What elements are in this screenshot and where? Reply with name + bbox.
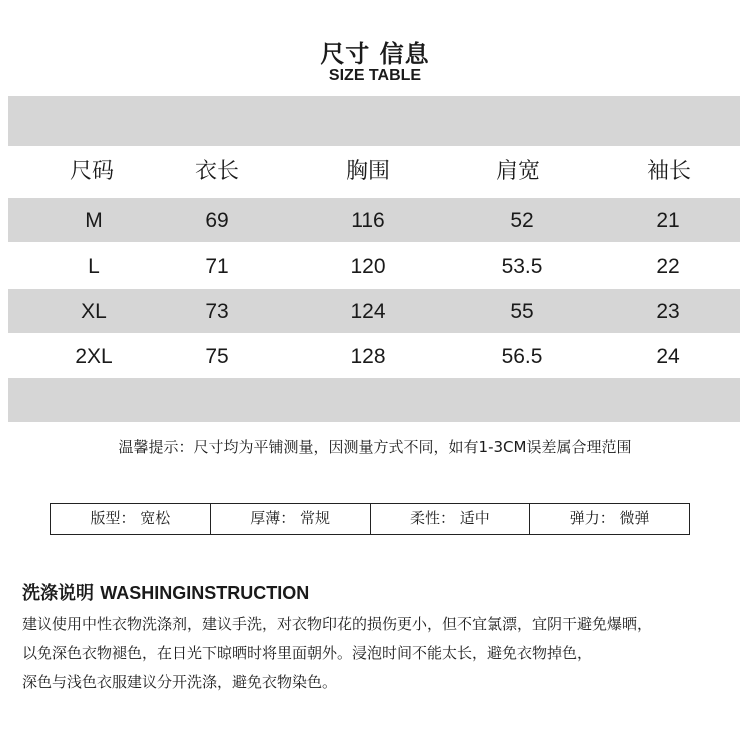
attribute-fit: 版型： 宽松: [51, 504, 211, 534]
col-header-sleeve: 袖长: [646, 159, 691, 184]
cell-sleeve: 23: [656, 300, 680, 323]
cell-size: M: [85, 209, 103, 232]
col-header-shoulder: 肩宽: [495, 159, 540, 184]
col-header-size: 尺码: [69, 159, 114, 184]
col-header-chest: 胸围: [345, 159, 390, 184]
table-row: [0, 290, 750, 334]
cell-sleeve: 22: [656, 255, 680, 278]
cell-shoulder: 53.5: [501, 255, 543, 278]
washing-title-cn: 洗涤说明: [22, 583, 94, 604]
attribute-label: 弹力: [569, 509, 600, 527]
table-row: [0, 199, 750, 243]
attribute-thickness: 厚薄： 常规: [211, 504, 371, 534]
cell-chest: 116: [351, 209, 385, 232]
measurement-note: 温馨提示：尺寸均为平铺测量，因测量方式不同，如有1-3CM误差属合理范围: [118, 438, 632, 456]
cell-length: 71: [205, 255, 229, 278]
attribute-label: 厚薄: [250, 509, 281, 527]
washing-line: 深色与浅色衣服建议分开洗涤，避免衣物染色。: [22, 673, 338, 691]
page-subtitle: SIZE TABLE: [328, 67, 422, 84]
cell-length: 75: [205, 345, 229, 368]
cell-chest: 124: [350, 300, 386, 323]
attribute-value: 适中: [459, 509, 490, 527]
bottom-band: [8, 378, 740, 422]
col-header-length: 衣长: [194, 159, 239, 184]
cell-sleeve: 24: [656, 345, 680, 368]
cell-length: 73: [205, 300, 229, 323]
cell-length: 69: [205, 209, 229, 232]
cell-size: L: [88, 255, 100, 278]
attribute-softness: 柔性： 适中: [371, 504, 531, 534]
attribute-value: 常规: [300, 509, 331, 527]
cell-shoulder: 56.5: [501, 345, 543, 368]
cell-size: 2XL: [75, 345, 113, 368]
cell-chest: 128: [350, 345, 386, 368]
table-header-row: [0, 150, 750, 194]
cell-shoulder: 52: [510, 209, 534, 232]
attribute-table: [50, 503, 690, 535]
top-band: [8, 96, 740, 146]
cell-sleeve: 21: [656, 209, 680, 232]
attribute-elasticity: 弹力： 微弹: [569, 509, 650, 527]
attribute-label: 版型: [90, 509, 121, 527]
table-row: [0, 245, 750, 289]
attribute-label: 柔性: [409, 509, 440, 527]
attribute-value: 宽松: [140, 509, 171, 527]
washing-line: 建议使用中性衣物洗涤剂，建议手洗，对衣物印花的损伤更小，但不宜氯漂，宜阴干避免爆晒，: [22, 615, 653, 633]
table-row: [0, 335, 750, 379]
page-title: 尺寸 信息: [320, 40, 430, 68]
washing-title: [22, 579, 309, 605]
washing-title-en: WASHINGINSTRUCTION: [100, 583, 310, 603]
cell-size: XL: [81, 300, 107, 323]
attribute-value: 微弹: [619, 509, 650, 527]
cell-shoulder: 55: [510, 300, 534, 323]
cell-chest: 120: [350, 255, 386, 278]
washing-line: 以免深色衣物褪色，在日光下晾晒时将里面朝外。浸泡时间不能太长，避免衣物掉色，: [22, 644, 593, 662]
